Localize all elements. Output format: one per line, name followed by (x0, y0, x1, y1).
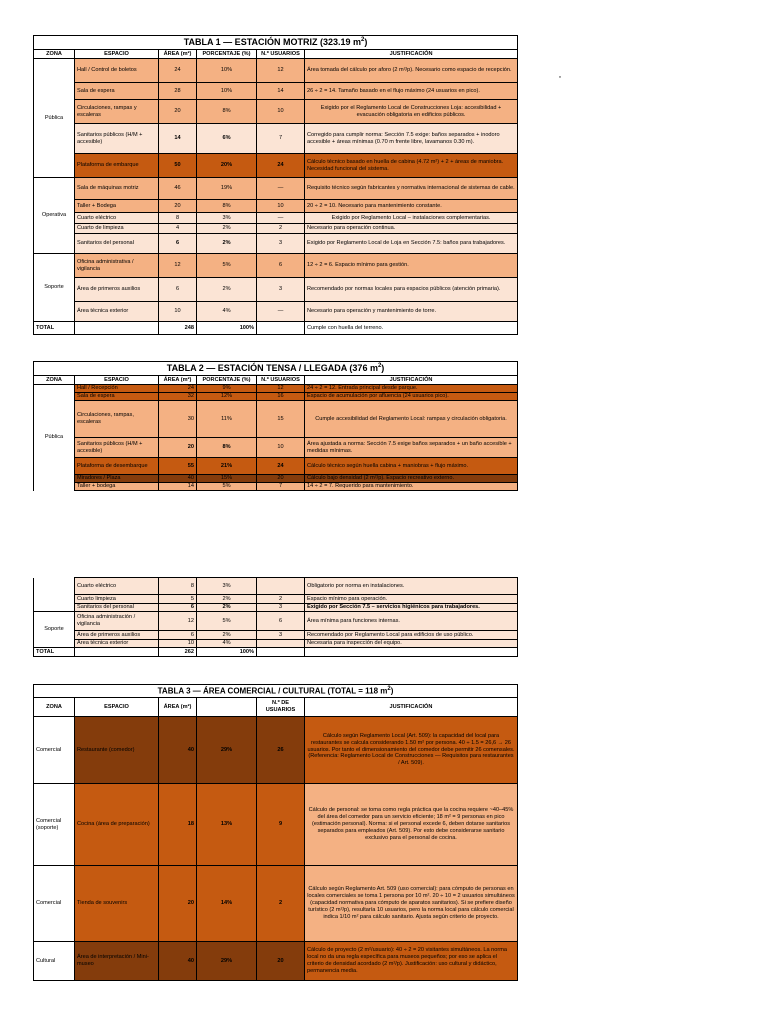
usr-cell: 20 (257, 942, 305, 981)
col-espacio: ESPACIO (75, 50, 159, 59)
col-zona: ZONA (34, 376, 75, 385)
espacio-cell: Taller + Bodega (75, 200, 159, 213)
usr-cell: — (257, 178, 305, 200)
usr-cell: 9 (257, 784, 305, 866)
just-cell: Cálculo según Reglamento Local (Art. 509): la capacidad del local para restaurantes se calcula considerando 1.50 m² por persona. 40 ÷ 1.5 = 26,6 → 26 usuarios. Por tanto el dimensionamiento del comedor debe permitir 26 comensales. (Referencia: Reglamento Local de Construcciones — Requisitos para restaurantes / Art. 509). (305, 717, 518, 784)
usr-cell: 12 (257, 59, 305, 83)
espacio-cell: Cocina (área de preparación) (75, 784, 159, 866)
espacio-cell: Circulaciones, rampas, escaleras (75, 401, 159, 438)
area-cell: 46 (159, 178, 197, 200)
just-cell: Cumple accesibilidad del Reglamento Local: rampas y circulación obligatoria. (305, 401, 518, 438)
just-cell: Espacio mínimo para operación. (305, 595, 518, 604)
pct-cell: 29% (197, 942, 257, 981)
espacio-cell: Oficina administración / vigilancia (75, 612, 159, 631)
usr-cell (257, 578, 305, 595)
table-row (34, 784, 518, 866)
just-cell: Necesario para operación continua. (305, 224, 518, 234)
table-row (34, 254, 518, 278)
just-cell: Cálculo según Reglamento Art. 509 (uso comercial): para cómputo de personas en locales comerciales se toma 1 persona por 10 m². 20 ÷ 10 = 2 usuarios simultáneos (capacidad normativa para cómputo de aparatos sanitarios). Si se prefiere diseño turístico (2 m²/p), resultaría 10 usuarios, pero la norma local para cálculo comercial indica 1/10 m² para cálculo sanitario. Ajusta según criterio de proyecto. (305, 866, 518, 942)
espacio-cell: Área de primeros auxilios (75, 631, 159, 640)
zone-cell: Soporte (34, 254, 75, 322)
just-cell: 12 ÷ 2 = 6. Espacio mínimo para gestión. (305, 254, 518, 278)
zone-cell: Comercial (34, 717, 75, 784)
col-zona: ZONA (34, 50, 75, 59)
espacio-cell: Cuarto de limpieza (75, 224, 159, 234)
total-label: TOTAL (34, 322, 75, 335)
zone-cell: Operativa (34, 178, 75, 254)
espacio-cell: Área de interpretación / Mini-museo (75, 942, 159, 981)
pct-cell: 2% (197, 604, 257, 612)
usr-cell: 12 (257, 385, 305, 393)
usr-cell: 26 (257, 717, 305, 784)
espacio-cell: Área técnica exterior (75, 640, 159, 648)
espacio-cell: Sanitarios del personal (75, 604, 159, 612)
stray-mark: * (559, 76, 561, 82)
usr-cell: 2 (257, 595, 305, 604)
col-area: ÁREA (m²) (159, 50, 197, 59)
espacio-cell: Cuarto eléctrico (75, 578, 159, 595)
area-cell: 12 (159, 612, 197, 631)
pct-cell: 10% (197, 83, 257, 100)
col-justificacion: JUSTIFICACIÓN (305, 376, 518, 385)
just-cell: Necesario para operación y mantenimiento de torre. (305, 302, 518, 322)
usr-cell: 2 (257, 224, 305, 234)
usr-cell: 10 (257, 100, 305, 124)
total-label: TOTAL (34, 648, 75, 657)
pct-cell: 2% (197, 234, 257, 254)
just-cell: 14 ÷ 2 = 7. Requerido para mantenimiento. (305, 483, 518, 491)
espacio-cell: Sanitarios públicos (H/M + accesible) (75, 124, 159, 154)
just-cell: Exigido por el Reglamento Local de Construcciones Loja: accesibilidad + evacuación obligatoria en edificios públicos. (305, 100, 518, 124)
total-area: 262 (159, 648, 197, 657)
pct-cell: 21% (197, 458, 257, 475)
area-cell: 14 (159, 483, 197, 491)
table-row (34, 612, 518, 631)
table-row (34, 458, 518, 475)
table-row (34, 717, 518, 784)
table-row (34, 393, 518, 401)
table-row (34, 234, 518, 254)
area-cell: 4 (159, 224, 197, 234)
col-justificacion: JUSTIFICACIÓN (305, 698, 518, 717)
total-empty (257, 322, 305, 335)
col-porcentaje: PORCENTAJE (%) (197, 376, 257, 385)
area-cell: 10 (159, 302, 197, 322)
table-estacion-tensa-continuation (33, 577, 518, 657)
pct-cell: 2% (197, 631, 257, 640)
area-cell: 32 (159, 393, 197, 401)
zone-cell: Soporte (34, 612, 75, 648)
pct-cell: 13% (197, 784, 257, 866)
table-row (34, 213, 518, 224)
espacio-cell: Miradores / Plaza (75, 475, 159, 483)
table-row (34, 278, 518, 302)
pct-cell: 4% (197, 302, 257, 322)
area-cell: 6 (159, 604, 197, 612)
zone-cell: Comercial (soporte) (34, 784, 75, 866)
usr-cell: 20 (257, 475, 305, 483)
espacio-cell: Tienda de souvenirs (75, 866, 159, 942)
espacio-cell: Sanitarios del personal (75, 234, 159, 254)
espacio-cell: Hall / Control de boletos (75, 59, 159, 83)
espacio-cell: Sala de máquinas motriz (75, 178, 159, 200)
pct-cell: 6% (197, 124, 257, 154)
total-empty (75, 648, 159, 657)
usr-cell: 10 (257, 438, 305, 458)
just-cell: 26 ÷ 2 = 14. Tamaño basado en el flujo máximo (24 usuarios en pico). (305, 83, 518, 100)
area-cell: 40 (159, 942, 197, 981)
just-cell: Área tomada del cálculo por aforo (2 m²/p). Necesario como espacio de recepción. (305, 59, 518, 83)
area-cell: 12 (159, 254, 197, 278)
usr-cell: — (257, 302, 305, 322)
pct-cell: 3% (197, 213, 257, 224)
pct-cell: 10% (197, 59, 257, 83)
table-area-comercial-cultural (33, 684, 518, 981)
espacio-cell: Plataforma de desembarque (75, 458, 159, 475)
col-usuarios: N.º USUARIOS (257, 376, 305, 385)
total-row (34, 648, 518, 657)
area-cell: 24 (159, 59, 197, 83)
usr-cell: 10 (257, 200, 305, 213)
total-empty (75, 322, 159, 335)
espacio-cell: Sala de espera (75, 83, 159, 100)
usr-cell: 24 (257, 458, 305, 475)
pct-cell: 4% (197, 640, 257, 648)
espacio-cell: Plataforma de embarque (75, 154, 159, 178)
zone-cell: Comercial (34, 866, 75, 942)
just-cell: Área mínima para funciones internas. (305, 612, 518, 631)
zone-cell: Pública (34, 59, 75, 178)
usr-cell: 3 (257, 631, 305, 640)
col-area: ÁREA (m²) (159, 376, 197, 385)
pct-cell: 15% (197, 475, 257, 483)
usr-cell: 3 (257, 278, 305, 302)
pct-cell: 5% (197, 612, 257, 631)
col-usuarios: N.º USUARIOS (257, 50, 305, 59)
pct-cell: 11% (197, 401, 257, 438)
table-row (34, 302, 518, 322)
just-cell: Cálculo técnico según huella cabina + maniobras + flujo máximo. (305, 458, 518, 475)
total-area: 248 (159, 322, 197, 335)
table-row (34, 595, 518, 604)
just-cell: Cálculo bajo densidad (2 m²/p). Espacio recreativo externo. (305, 475, 518, 483)
area-cell: 6 (159, 278, 197, 302)
pct-cell: 20% (197, 154, 257, 178)
just-cell: Espacio de acumulación por afluencia (24 usuarios pico). (305, 393, 518, 401)
just-cell: 20 ÷ 2 = 10. Necesario para mantenimiento constante. (305, 200, 518, 213)
table-row (34, 483, 518, 491)
pct-cell: 8% (197, 100, 257, 124)
just-cell: Exigido por Reglamento Local de Loja en Sección 7.5: baños para trabajadores. (305, 234, 518, 254)
just-cell: 24 ÷ 2 = 12. Entrada principal desde parque. (305, 385, 518, 393)
usr-cell: 3 (257, 604, 305, 612)
table-row (34, 154, 518, 178)
pct-cell: 3% (197, 578, 257, 595)
usr-cell: 2 (257, 866, 305, 942)
table-row (34, 631, 518, 640)
table-estacion-motriz (33, 35, 518, 335)
col-porcentaje (197, 698, 257, 717)
table-row (34, 83, 518, 100)
table2-title: TABLA 2 — ESTACIÓN TENSA / LLEGADA (376 $m^2$) (34, 362, 518, 376)
usr-cell: 7 (257, 483, 305, 491)
pct-cell: 2% (197, 595, 257, 604)
total-row (34, 322, 518, 335)
area-cell: 20 (159, 438, 197, 458)
table-row (34, 224, 518, 234)
table-row (34, 866, 518, 942)
col-zona: ZONA (34, 698, 75, 717)
just-cell: Exigido por Reglamento Local – instalaciones complementarias. (305, 213, 518, 224)
espacio-cell: Restaurante (comedor) (75, 717, 159, 784)
table-row (34, 401, 518, 438)
total-just: Cumple con huella del terreno. (305, 322, 518, 335)
area-cell: 20 (159, 100, 197, 124)
table-row (34, 385, 518, 393)
pct-cell: 29% (197, 717, 257, 784)
espacio-cell: Cuarto eléctrico (75, 213, 159, 224)
col-espacio: ESPACIO (75, 376, 159, 385)
total-pct: 100% (197, 322, 257, 335)
espacio-cell: Cuarto limpieza (75, 595, 159, 604)
just-cell: Cálculo de proyecto (2 m²/usuario): 40 ÷ 2 = 20 visitantes simultáneos. La norma local no da una regla específica para museos pequeños; por eso se aplica el criterio de densidad acordado (2 m²/p). Justificación: uso cultural y didáctico, permanencia media. (305, 942, 518, 981)
area-cell: 18 (159, 784, 197, 866)
area-cell: 40 (159, 475, 197, 483)
col-usuarios: N.º DE USUARIOS (257, 698, 305, 717)
just-cell: Cálculo técnico basado en huella de cabina (4.72 m²) + 2 + áreas de maniobra. Necesidad funcional del sistema. (305, 154, 518, 178)
table-row (34, 942, 518, 981)
total-just (305, 648, 518, 657)
espacio-cell: Área técnica exterior (75, 302, 159, 322)
col-justificacion: JUSTIFICACIÓN (305, 50, 518, 59)
total-empty (257, 648, 305, 657)
area-cell: 6 (159, 234, 197, 254)
pct-cell: 8% (197, 200, 257, 213)
pct-cell: 5% (197, 483, 257, 491)
just-cell: Necesaria para inspección del equipo. (305, 640, 518, 648)
pct-cell: 14% (197, 866, 257, 942)
table-row (34, 100, 518, 124)
area-cell: 6 (159, 631, 197, 640)
table-row (34, 438, 518, 458)
col-porcentaje: PORCENTAJE (%) (197, 50, 257, 59)
just-cell: Cálculo de personal: se toma como regla práctica que la cocina requiere ~40–45% del área del comedor para un servicio eficiente; 18 m² = 9 personas en pico (estimación personal). Norma: si el personal excede 6, deben dotarse sanitarios separados para empleados (Art. 509). Por esto debe considerarse sanitario exclusivo para el personal de cocina. (305, 784, 518, 866)
just-cell: Exigido por Sección 7.5 – servicios higiénicos para trabajadores. (305, 604, 518, 612)
col-area: ÁREA (m²) (159, 698, 197, 717)
just-cell: Recomendado por Reglamento Local para edificios de uso público. (305, 631, 518, 640)
area-cell: 40 (159, 717, 197, 784)
usr-cell: 3 (257, 234, 305, 254)
pct-cell: 8% (197, 438, 257, 458)
espacio-cell: Oficina administrativa / vigilancia (75, 254, 159, 278)
usr-cell: — (257, 213, 305, 224)
just-cell: Área ajustada a norma: Sección 7.5 exige baños separados + un baño accesible + medidas mínimas. (305, 438, 518, 458)
pct-cell: 2% (197, 278, 257, 302)
table-row (34, 475, 518, 483)
area-cell: 30 (159, 401, 197, 438)
area-cell: 20 (159, 866, 197, 942)
table3-title: TABLA 3 — ÁREA COMERCIAL / CULTURAL (TOTAL = 118 $m^2$) (34, 685, 518, 698)
usr-cell: 14 (257, 83, 305, 100)
espacio-cell: Sanitarios públicos (H/M + accesible) (75, 438, 159, 458)
just-cell: Recomendado por normas locales para espacios públicos (atención primaria). (305, 278, 518, 302)
pct-cell: 12% (197, 393, 257, 401)
col-espacio: ESPACIO (75, 698, 159, 717)
espacio-cell: Hall / Recepción (75, 385, 159, 393)
area-cell: 28 (159, 83, 197, 100)
area-cell: 5 (159, 595, 197, 604)
area-cell: 10 (159, 640, 197, 648)
just-cell: Requisito técnico según fabricantes y normativa internacional de sistemas de cable. (305, 178, 518, 200)
usr-cell: 6 (257, 254, 305, 278)
usr-cell (257, 640, 305, 648)
just-cell: Corregido para cumplir norma: Sección 7.5 exige: baños separados + inodoro accesible + áreas mínimas (0.70 m frente libre, lavamanos 0.30 m). (305, 124, 518, 154)
area-cell: 8 (159, 578, 197, 595)
espacio-cell: Sala de espera (75, 393, 159, 401)
espacio-cell: Área de primeros auxilios (75, 278, 159, 302)
zone-cell: Cultural (34, 942, 75, 981)
espacio-cell: Circulaciones, rampas y escaleras (75, 100, 159, 124)
area-cell: 8 (159, 213, 197, 224)
pct-cell: 19% (197, 178, 257, 200)
area-cell: 24 (159, 385, 197, 393)
table1-title: TABLA 1 — ESTACIÓN MOTRIZ (323.19 $m^2$) (34, 36, 518, 50)
espacio-cell: Taller + bodega (75, 483, 159, 491)
zone-cell: Pública (34, 385, 75, 491)
table-row (34, 178, 518, 200)
table-row (34, 200, 518, 213)
table-row (34, 640, 518, 648)
usr-cell: 7 (257, 124, 305, 154)
area-cell: 20 (159, 200, 197, 213)
usr-cell: 16 (257, 393, 305, 401)
table-row (34, 124, 518, 154)
pct-cell: 5% (197, 254, 257, 278)
area-cell: 50 (159, 154, 197, 178)
usr-cell: 15 (257, 401, 305, 438)
table-row (34, 604, 518, 612)
pct-cell: 9% (197, 385, 257, 393)
just-cell: Obligatorio por norma en instalaciones. (305, 578, 518, 595)
usr-cell: 24 (257, 154, 305, 178)
area-cell: 55 (159, 458, 197, 475)
total-pct: 100% (197, 648, 257, 657)
pct-cell: 2% (197, 224, 257, 234)
table-estacion-tensa (33, 361, 518, 491)
table-row (34, 578, 518, 595)
area-cell: 14 (159, 124, 197, 154)
zone-cell (34, 578, 75, 612)
usr-cell: 6 (257, 612, 305, 631)
table-row (34, 59, 518, 83)
